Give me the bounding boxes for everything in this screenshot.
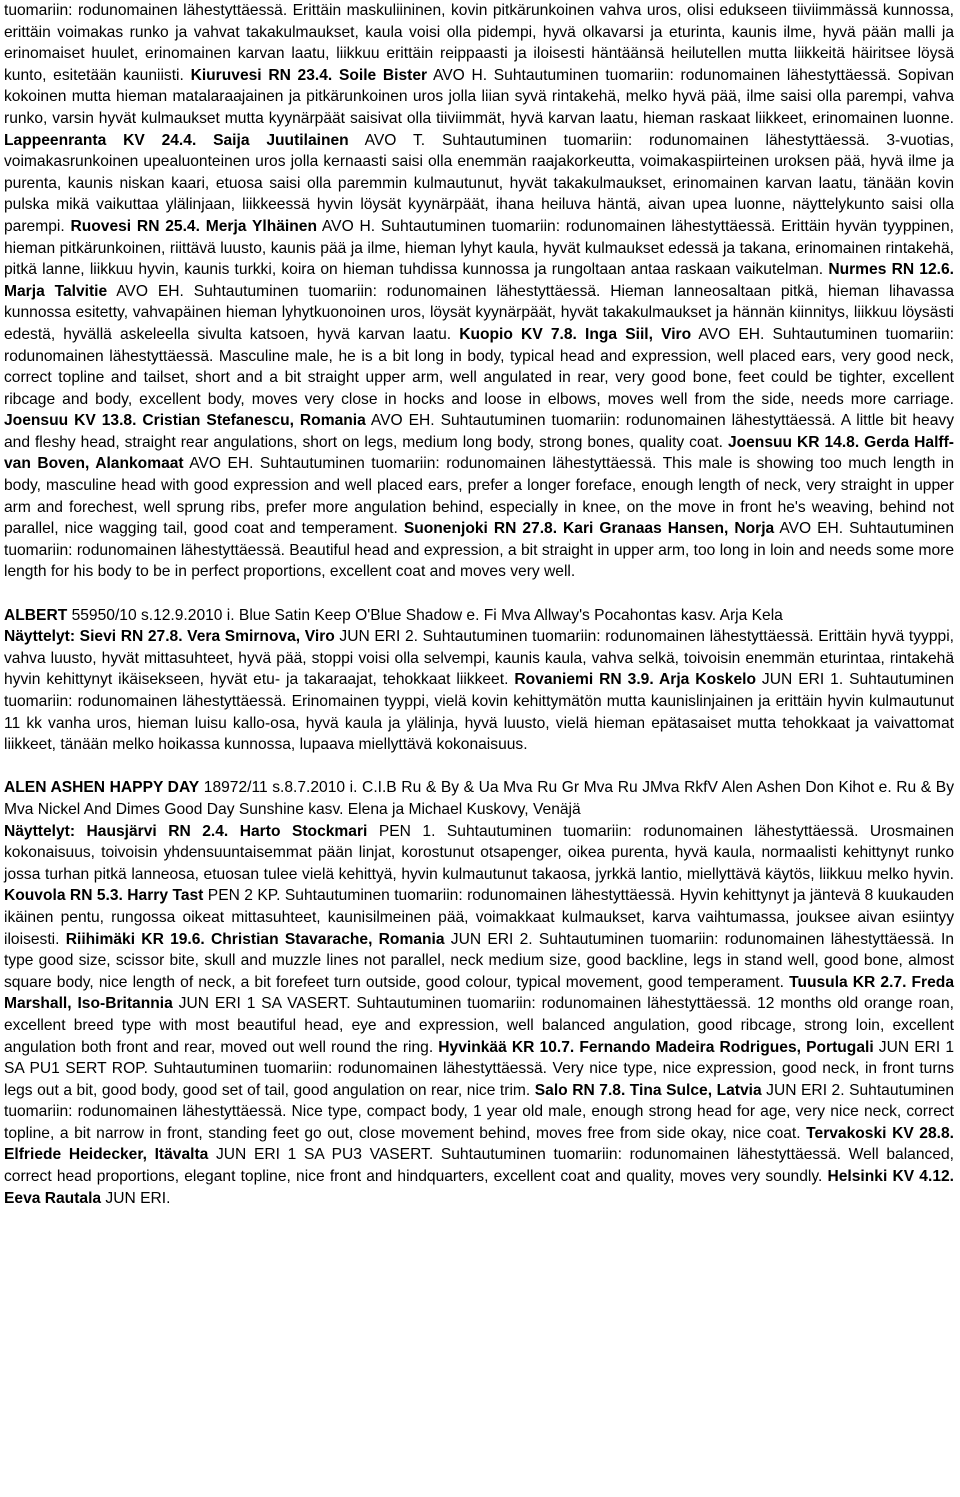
bold-text-run: Kouvola RN 5.3. Harry Tast [4, 887, 204, 905]
bold-text-run: Riihimäki KR 19.6. Christian Stavarache, Romania [65, 930, 445, 948]
bold-text-run: Kiuruvesi RN 23.4. Soile Bister [190, 66, 428, 84]
bold-text-run: Tervakoski KV 28.8. Elfriede Heidecker, Itävalta [4, 1124, 954, 1164]
bold-text-run: ALEN ASHEN HAPPY DAY [4, 779, 200, 797]
text-run: JUN ERI 1 SA VASERT. Suhtautuminen tuomariin: rodunomainen lähestyttäessä. 12 months old orange roan, excellent breed type with most beautiful head, eye and expression, well balanced angulation, good ribcage, strong loin, excellent angulation both front and rear, moved out well round the ring. [4, 995, 954, 1056]
bold-text-run: ALBERT [4, 606, 68, 624]
bold-text-run: Joensuu KV 13.8. Cristian Stefanescu, Romania [4, 412, 366, 430]
paragraph [4, 821, 954, 1210]
bold-text-run: Lappeenranta KV 24.4. Saija Juutilainen [4, 131, 349, 149]
text-run: 18972/11 s.8.7.2010 i. C.I.B Ru & By & Ua Mva Ru Gr Mva Ru JMva RkfV Alen Ashen Don Kihot e. Ru & By Mva Nickel And Dimes Good Day Sunshine kasv. Elena ja Michael Kuskovy, Venäjä [4, 779, 954, 818]
paragraph [4, 0, 954, 583]
bold-text-run: Salo RN 7.8. Tina Sulce, Latvia [534, 1081, 762, 1099]
bold-text-run: Joensuu KR 14.8. Gerda Halff-van Boven, Alankomaat [4, 433, 954, 473]
bold-text-run: Ruovesi RN 25.4. Merja Ylhäinen [70, 217, 317, 235]
paragraph [4, 777, 954, 820]
text-run: AVO EH. Suhtautuminen tuomariin: rodunomainen lähestyttäessä. Masculine male, he is a bit long in body, typical head and expression, well placed ears, very good neck, correct topline and tailset, short and a bit straight upper arm, well angulated in rear, very good bone, feet could be tighter, excellent ribcage and body, excellent body, moves very close in hocks and loose in elbows, moves well from the side, needs more carriage. [4, 325, 954, 408]
text-run: JUN ERI 1 SA PU3 VASERT. Suhtautuminen tuomariin: rodunomainen lähestyttäessä. Well balanced, correct head proportions, elegant topline, nice front and hindquarters, excellent coat and quality, moves very soundly. [4, 1146, 954, 1186]
paragraph [4, 626, 954, 756]
text-run: JUN ERI 2. Suhtautuminen tuomariin: rodunomainen lähestyttäessä. Nice type, compact body, 1 year old male, enough strong head for age, very nice neck, correct topline, a bit narrow in front, standing feet go out, close movement behind, moves free from side okay, nice coat. [4, 1081, 954, 1142]
text-run: JUN ERI 2. Suhtautuminen tuomariin: rodunomainen lähestyttäessä. In type good size, scissor bite, skull and muzzle lines not parallel, neck medium size, good backline, legs in stand well, good bone, almost square body, nice length of neck, a bit forefeet turn outside, good colour, typical movement, good temperament. [4, 930, 954, 991]
text-run: AVO H. Suhtautuminen tuomariin: rodunomainen lähestyttäessä. Erittäin hyvän tyyppinen, hieman pitkärunkoinen, riittävä luusto, kaunis pää ja ilme, hieman lyhyt kaula, hyvät kulmaukset edessä ja takana, erinomainen rintakehä, pitkä lanne, liikkuu hyvin, kaunis turkki, koira on hieman tuhdissa kunnossa ja rungoltaan antaa raskaan vaikutelman. [4, 217, 954, 279]
bold-text-run: Helsinki KV 4.12. Eeva Rautala [4, 1168, 954, 1207]
text-run: AVO T. Suhtautuminen tuomariin: rodunomainen lähestyttäessä. 3-vuotias, voimakasrunkoinen upealuonteinen uros jolla kernaasti saisi olla enemmän raajakorkeutta, voimakaspiirteinen uroksen pää, hyvä ilme ja purenta, kaunis niskan kaari, etuosa saisi olla paremmin kulmautunut, hyvät takakulmaukset, erinomainen karvan laatu, tänään kovin pulska mikä vaikuttaa ylälinjaan, liikkeessä hyvin löysät kyynärpäät, ihana heiluva häntä, aivan upea luonne, näyttelykunto saisi olla parempi. [4, 131, 954, 235]
text-run: AVO H. Suhtautuminen tuomariin: rodunomainen lähestyttäessä. Sopivan kokoinen mutta hieman matalaraajainen ja pitkärunkoinen uros jolla liian syvä rintakehä, melko hyvä pää, ilme saisi olla parempi, vahva runko, varsin hyvät kulmaukset mutta kyynärpäät saisivat olla tiiviimmät, hyvä karvan laatu, hieman raskaat liikkeet, erinomainen luonne. [4, 66, 955, 127]
text-run: JUN ERI. [101, 1189, 171, 1207]
text-run: 55950/10 s.12.9.2010 i. Blue Satin Keep O'Blue Shadow e. Fi Mva Allway's Pocahontas kasv. Arja Kela [67, 606, 783, 624]
text-run: PEN 2 KP. Suhtautuminen tuomariin: rodunomainen lähestyttäessä. Hyvin kehittynyt ja jäntevä 8 kuukauden ikäinen pentu, rungossa oikeat mittasuhteet, kaunisilmeinen pää, voimakkaat kulmaukset, karva vaihtumassa, jouksee aivan esiintyy iloisesti. [4, 887, 954, 948]
text-run: JUN ERI 2. Suhtautuminen tuomariin: rodunomainen lähestyttäessä. Erittäin hyvä tyyppi, vahva luusto, hyvät mittasuhteet, hyvä pää, stoppi voisi olla selvempi, kaunis kaula, vahva selkä, toivoisin enemmän eturintaa, rintakehä hyvin kehittynyt ikäisekseen, hyvät etu- ja takaraajat, tehokkaat liikkeet. [4, 628, 954, 689]
bold-text-run: Nurmes RN 12.6. Marja Talvitie [4, 261, 954, 300]
bold-text-run: Näyttelyt: Hausjärvi RN 2.4. Harto Stockmari [4, 822, 368, 840]
text-run: JUN ERI 1 SA PU1 SERT ROP. Suhtautuminen tuomariin: rodunomainen lähestyttäessä. Very nice type, nice expression, good neck, in front turns legs out a bit, good body, good set of tail, good angulation on rear, nice trim. [4, 1038, 955, 1099]
bold-text-run: Rovaniemi RN 3.9. Arja Koskelo [514, 671, 756, 689]
text-run: PEN 1. Suhtautuminen tuomariin: rodunomainen lähestyttäessä. Urosmainen kokonaisuus, toivoisin yhdensuuntaisemmat pään linjat, korostunut otsapenger, oikea purenta, hyvä kaula, normaalisti kehittynyt runko jossa turhan pitkä lanneosa, etuosan tulee vielä kehittyä, hyvin kulmautunut takaosa, jyrkkä lantio, miellyttävä käytös, liikkuu melko hyvin. [4, 822, 954, 883]
text-run: AVO EH. Suhtautuminen tuomariin: rodunomainen lähestyttäessä. Beautiful head and expression, a bit straight in upper arm, too long in loin and needs some more length for his body to be in perfect proportions, excellent coat and moves very well. [4, 520, 954, 581]
paragraph [4, 605, 954, 627]
text-run: JUN ERI 1. Suhtautuminen tuomariin: rodunomainen lähestyttäessä. Erinomainen tyyppi, vielä kovin kehittymätön mutta kaunislinjainen ja erittäin hyvin kulmautunut 11 kk vanha uros, hieman luisu kallo-osa, hyvä kaula ja ylälinja, hyvä luusto, vielä hieman epätasaiset mutta tehokkaat ja vaivattomat liikkeet, tänään melko hoikassa kunnossa, lupaava miellyttävä kokonaisuus. [4, 671, 955, 754]
text-run: AVO EH. Suhtautuminen tuomariin: rodunomainen lähestyttäessä. A little bit heavy and fleshy head, straight rear angulations, short on legs, medium long body, strong bones, quality coat. [4, 412, 954, 451]
bold-text-run: Tuusula KR 2.7. Freda Marshall, Iso-Britannia [4, 973, 954, 1013]
bold-text-run: Hyvinkää KR 10.7. Fernando Madeira Rodrigues, Portugali [438, 1038, 874, 1056]
bold-text-run: Suonenjoki RN 27.8. Kari Granaas Hansen, Norja [403, 520, 775, 538]
bold-text-run: Kuopio KV 7.8. Inga Siil, Viro [459, 325, 692, 343]
text-run: AVO EH. Suhtautuminen tuomariin: rodunomainen lähestyttäessä. This male is showing too much length in body, masculine head with good expression and well placed ears, prefer a longer foreface, enough length of neck, very straight in upper arm and forechest, well sprung ribs, prefer more angulation behind, especially in knee, on the move in front he's weaving, behind not parallel, nice wagging tail, good coat and temperament. [4, 455, 954, 538]
bold-text-run: Näyttelyt: Sievi RN 27.8. Vera Smirnova, Viro [4, 628, 335, 646]
text-run: AVO EH. Suhtautuminen tuomariin: rodunomainen lähestyttäessä. Hieman lanneosaltaan pitkä, hieman lihavassa kunnossa esitetty, vahvapäinen hieman lyhytkuonoinen uros, löysät kyynärpäät, hyvät takakulmaukset ja hännän kiinnitys, liikkuu löysästi edestä, hyvällä askeleella sivulta katsoen, hyvä karvan laatu. [4, 282, 954, 343]
text-run: tuomariin: rodunomainen lähestyttäessä. Erittäin maskuliininen, kovin pitkärunkoinen vahva uros, olisi edukseen tiiviimmässä kunnossa, erittäin voimakas runko ja vahvat takakulmaukset, kaula voisi olla pidempi, hyvä olkavarsi ja eturinta, kaunis ilme, hyvä pään malli ja erinomaiset huulet, erinomainen karvan laatu, liikkuu erittäin reippaasti ja iloisesti häntäänsä heilutellen mutta liikkeitä häiritsee löysä kunto, esitetään kauniisti. [4, 2, 954, 84]
